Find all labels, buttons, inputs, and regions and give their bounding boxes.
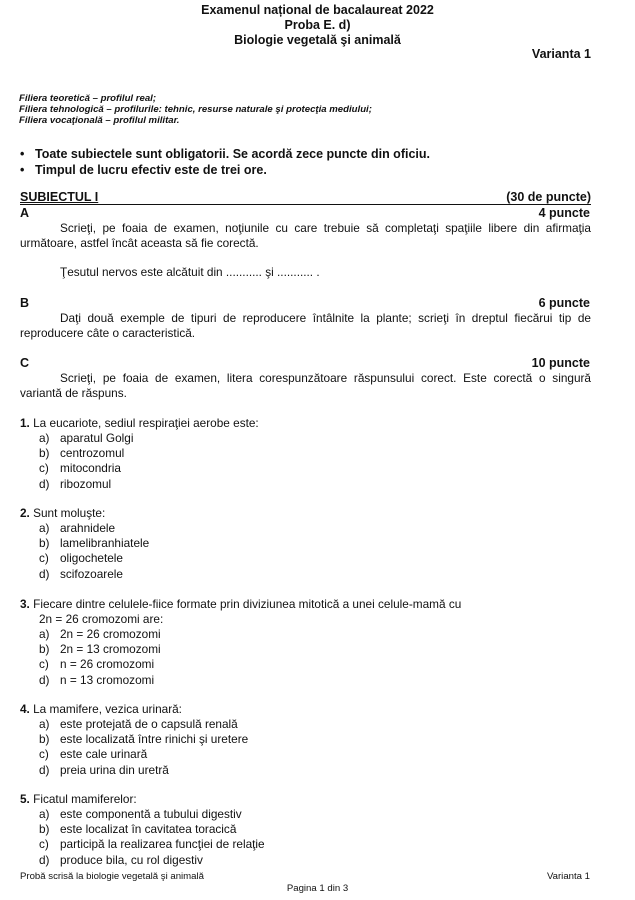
- question-1-options: [39, 431, 133, 492]
- answer-option: a) este protejată de o capsulă renală: [39, 717, 238, 731]
- section-a-letter: A: [20, 206, 30, 220]
- question-4: [20, 702, 182, 717]
- question-text: Sunt moluşte:: [33, 506, 106, 520]
- answer-option: a) este componentă a tubului digestiv: [39, 807, 242, 821]
- question-4-options: [39, 717, 248, 778]
- question-number: 4.: [20, 702, 30, 716]
- section-a-statement: Ţesutul nervos este alcătuit din ........... şi ........... .: [60, 265, 320, 279]
- question-text-continued: 2n = 26 cromozomi are:: [39, 612, 164, 626]
- footer-left: Probă scrisă la biologie vegetală şi animală: [20, 871, 204, 882]
- subject-points: (30 de puncte): [506, 190, 591, 204]
- answer-option: a) aparatul Golgi: [39, 431, 134, 445]
- section-b-points: 6 puncte: [538, 296, 590, 310]
- answer-option: b) lamelibranhiatele: [39, 536, 150, 551]
- subject-heading: [20, 191, 591, 205]
- bullet-icon: •: [20, 147, 25, 161]
- section-b-instruction: Daţi două exemple de tipuri de reproducere întâlnite la plante; scrieţi în dreptul fiecărui tip de reproducere câte o caracteristică.: [20, 311, 591, 340]
- rules-list: [20, 146, 430, 178]
- section-c-instruction: Scrieţi, pe foaia de examen, litera corespunzătoare răspunsului corect. Este corectă o singură variantă de răspuns.: [20, 371, 591, 400]
- answer-option: b) centrozomul: [39, 446, 125, 461]
- question-5-options: [39, 807, 265, 868]
- bullet-icon: •: [20, 163, 25, 177]
- question-text: La eucariote, sediul respiraţiei aerobe este:: [33, 416, 259, 430]
- answer-option: d) preia urina din uretră: [39, 762, 169, 777]
- page-number: Pagina 1 din 3: [286, 883, 349, 894]
- question-number: 5.: [20, 792, 30, 806]
- question-number: 3.: [20, 597, 30, 611]
- answer-option: c) participă la realizarea funcţiei de relaţie: [39, 837, 265, 852]
- answer-option: b) este localizată între rinichi şi uretere: [39, 732, 249, 747]
- answer-option: c) mitocondria: [39, 461, 121, 476]
- question-2: [20, 506, 105, 521]
- section-b-letter: B: [20, 296, 30, 310]
- section-a-instruction: Scrieţi, pe foaia de examen, noţiunile cu care trebuie să completaţi spaţiile libere din afirmaţia următoare, astfel încât aceasta să fie corectă.: [20, 221, 591, 250]
- answer-option: d) ribozomul: [39, 476, 112, 491]
- section-c-points: 10 puncte: [531, 356, 590, 370]
- variant-label: Varianta 1: [531, 47, 591, 61]
- answer-option: d) n = 13 cromozomi: [39, 672, 155, 687]
- subject-title: SUBIECTUL I: [20, 190, 99, 204]
- question-text: Ficatul mamiferelor:: [33, 792, 137, 806]
- answer-option: b) 2n = 13 cromozomi: [39, 642, 161, 657]
- section-c-letter: C: [20, 356, 30, 370]
- filiera-line: Filiera vocaţională – profilul militar.: [19, 115, 180, 126]
- rule-item: • Timpul de lucru efectiv este de trei ore.: [20, 163, 267, 177]
- answer-option: d) produce bila, cu rol digestiv: [39, 852, 203, 867]
- answer-option: a) 2n = 26 cromozomi: [39, 627, 161, 641]
- rule-item: • Toate subiectele sunt obligatorii. Se acordă zece puncte din oficiu.: [20, 147, 430, 161]
- answer-option: b) este localizat în cavitatea toracică: [39, 822, 237, 837]
- question-text: La mamifere, vezica urinară:: [33, 702, 182, 716]
- exam-subtitle: Proba E. d): [284, 18, 351, 32]
- section-a-points: 4 puncte: [538, 206, 590, 220]
- question-2-options: [39, 521, 149, 582]
- question-3-options: [39, 627, 161, 688]
- answer-option: c) n = 26 cromozomi: [39, 657, 155, 672]
- question-1: [20, 416, 259, 431]
- question-5: [20, 792, 137, 807]
- question-3: [20, 597, 461, 627]
- question-number: 1.: [20, 416, 30, 430]
- exam-subject-name: Biologie vegetală şi animală: [234, 33, 401, 47]
- filiera-line: Filiera teoretică – profilul real;: [19, 93, 157, 104]
- answer-option: a) arahnidele: [39, 521, 116, 535]
- answer-option: c) oligochetele: [39, 551, 123, 566]
- answer-option: d) scifozoarele: [39, 566, 123, 581]
- exam-title: Examenul național de bacalaureat 2022: [201, 3, 434, 17]
- footer-variant: Varianta 1: [546, 871, 590, 882]
- question-text: Fiecare dintre celulele-fiice formate prin diviziunea mitotică a unei celule-mamă cu: [33, 597, 462, 611]
- filiera-line: Filiera tehnologică – profilurile: tehnic, resurse naturale şi protecţia mediului;: [19, 104, 372, 115]
- question-number: 2.: [20, 506, 30, 520]
- answer-option: c) este cale urinară: [39, 747, 148, 762]
